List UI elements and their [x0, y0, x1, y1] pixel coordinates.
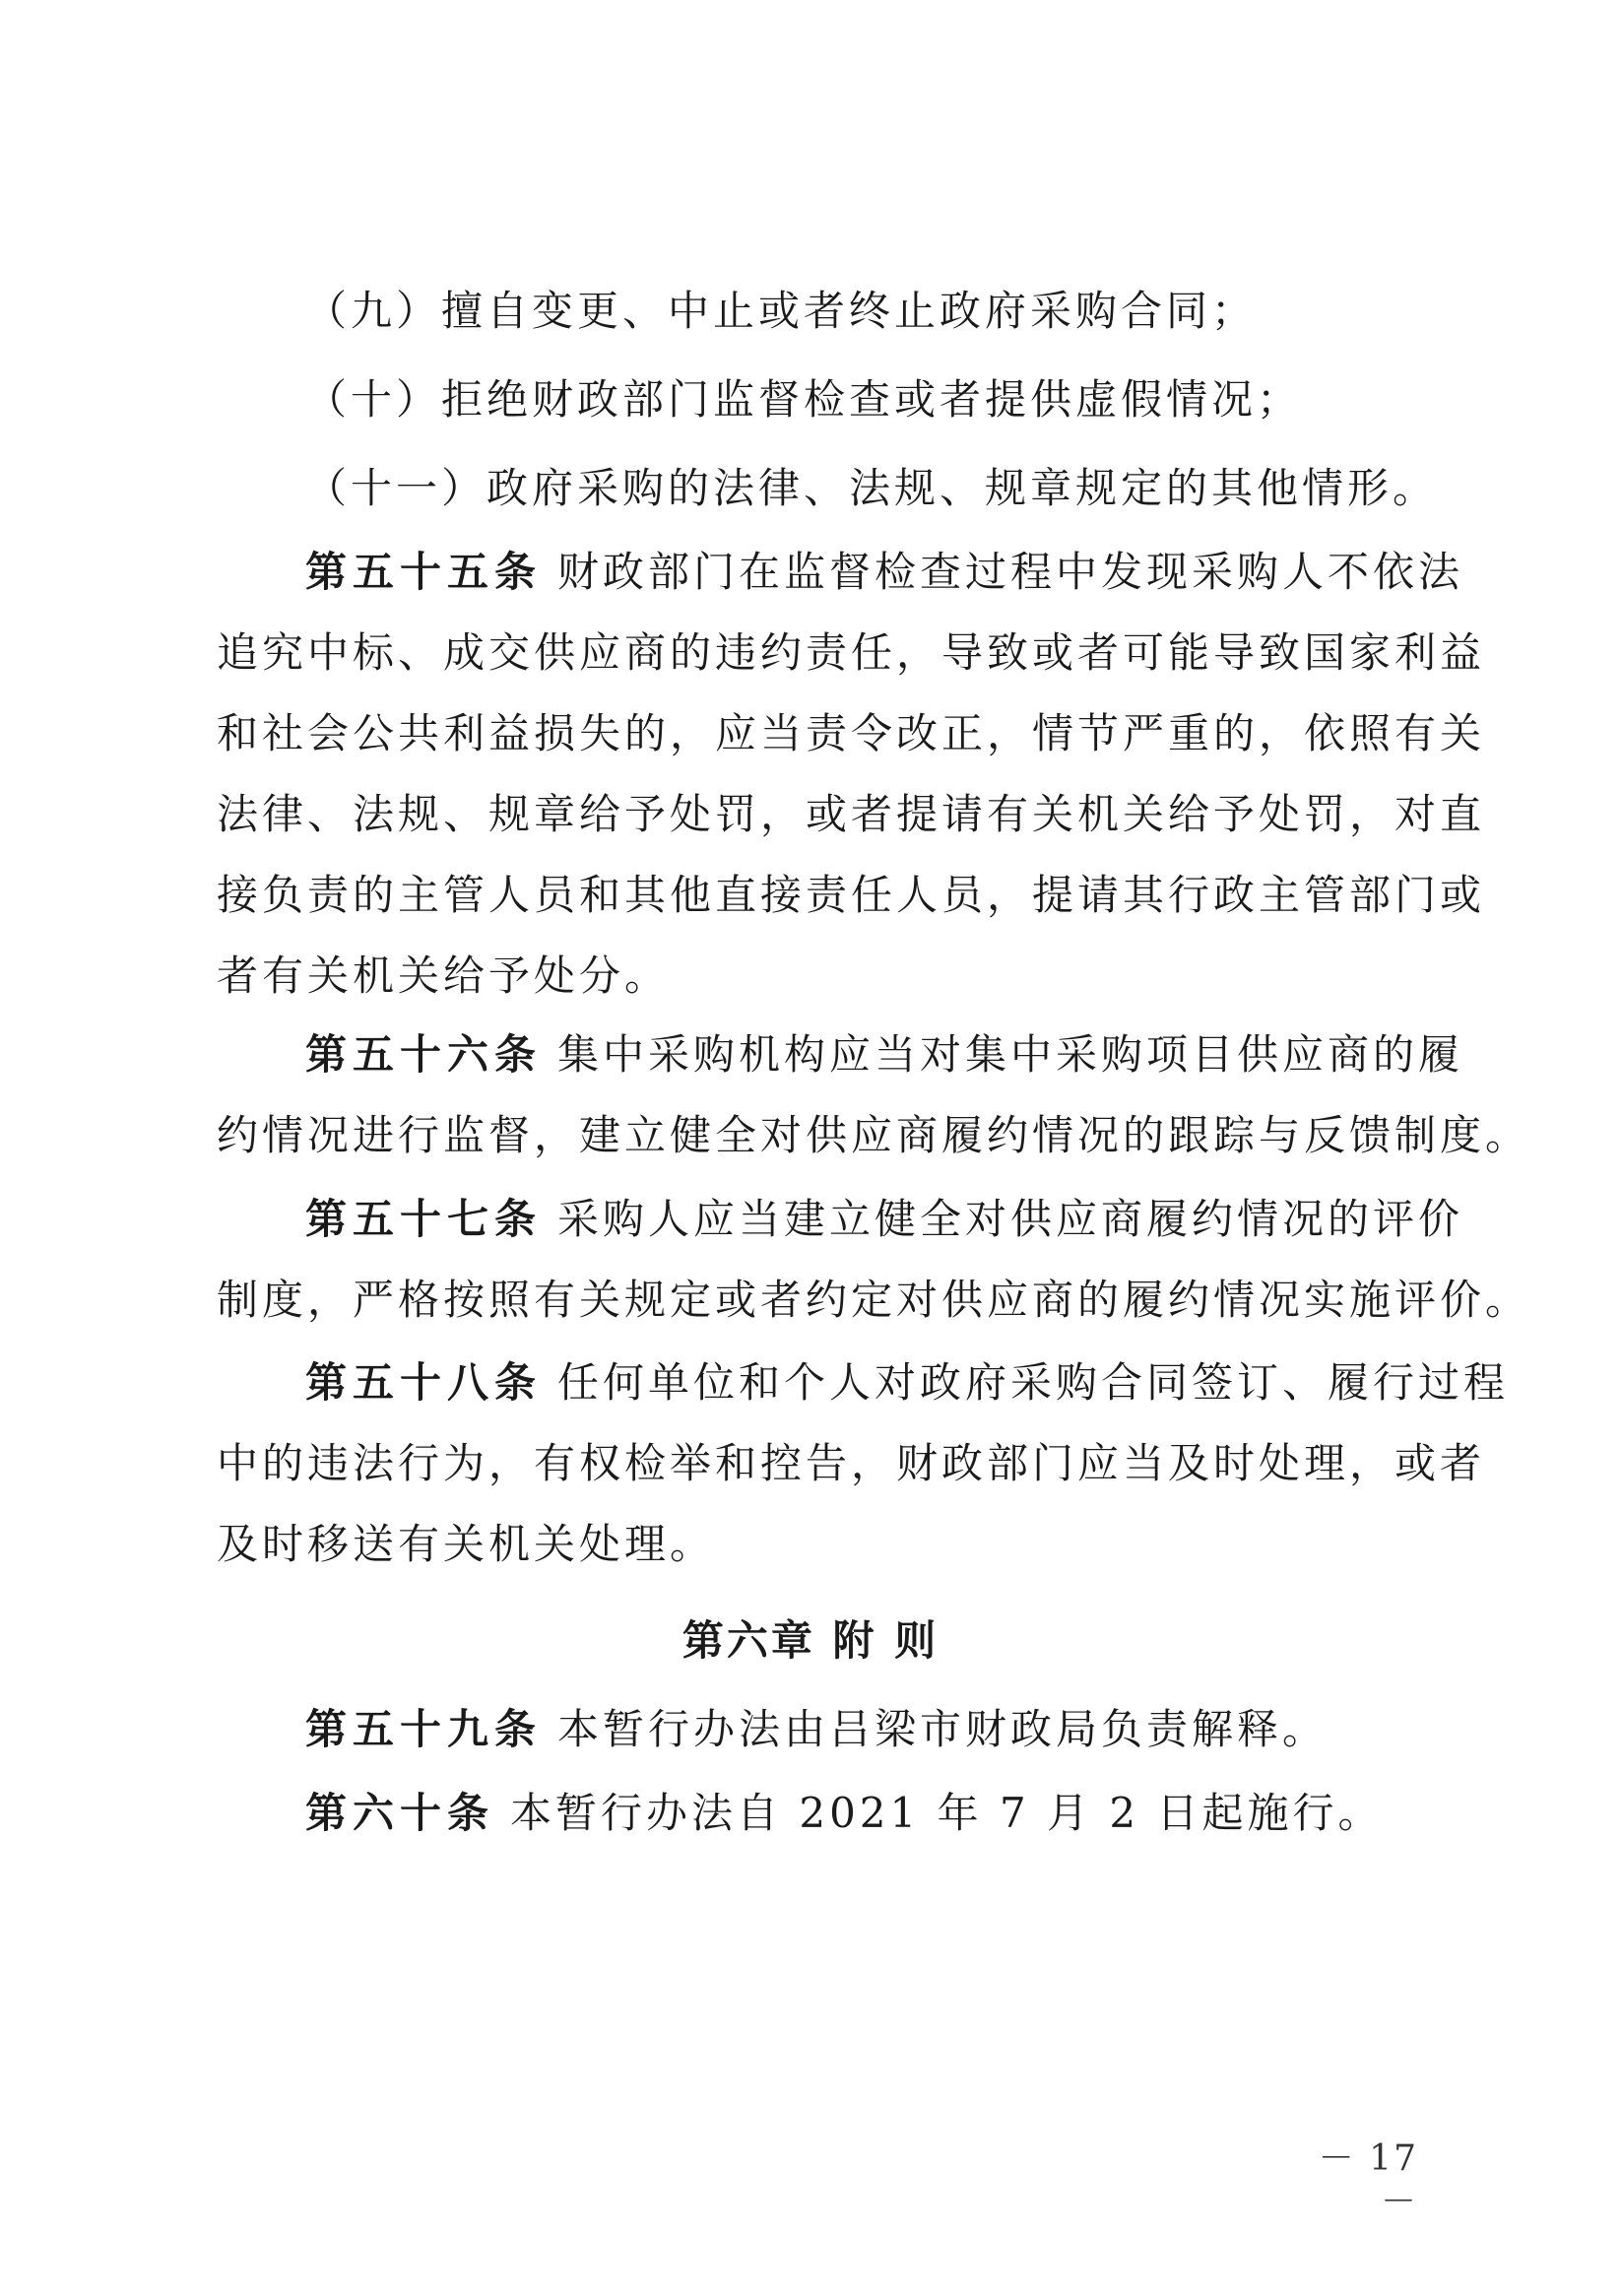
article-60-text: 本暂行办法自 2021 年 7 月 2 日起施行。 [510, 1789, 1384, 1837]
article-58-title: 第五十八条 [305, 1358, 543, 1407]
article-58-line: 中的违法行为，有权检举和控告，财政部门应当及时处理，或者 [217, 1439, 1486, 1487]
clause-item-10: （十）拒绝财政部门监督检查或者提供虚假情况； [305, 375, 1303, 424]
article-56-text: 集中采购机构应当对集中采购项目供应商的履 [557, 1030, 1464, 1079]
article-57-text: 采购人应当建立健全对供应商履约情况的评价 [557, 1195, 1464, 1243]
article-58-first-line [305, 1357, 1510, 1409]
clause-item-9: （九）擅自变更、中止或者终止政府采购合同； [305, 287, 1258, 335]
article-57-line: 制度，严格按照有关规定或者约定对供应商的履约情况实施评价。 [217, 1276, 1531, 1324]
article-59-text: 本暂行办法由吕梁市财政局负责解释。 [557, 1705, 1329, 1753]
article-59-title: 第五十九条 [305, 1705, 543, 1753]
article-55-line: 和社会公共利益损失的，应当责令改正，情节严重的，依照有关 [217, 709, 1486, 757]
clause-item-11: （十一）政府采购的法律、法规、规章规定的其他情形。 [305, 464, 1439, 512]
article-56-title: 第五十六条 [305, 1030, 543, 1079]
article-55-title: 第五十五条 [305, 548, 543, 596]
chapter-heading: 第六章 附 则 [681, 1616, 940, 1665]
article-55-line: 接负责的主管人员和其他直接责任人员，提请其行政主管部门或 [217, 871, 1486, 919]
article-57-title: 第五十七条 [305, 1195, 543, 1243]
article-56-first-line [305, 1029, 1464, 1081]
article-55-line: 追究中标、成交供应商的违约责任，导致或者可能导致国家利益 [217, 628, 1486, 677]
page-number: － 17 － [1318, 2138, 1418, 2222]
article-55-line: 者有关机关给予处分。 [217, 951, 671, 1000]
article-60-title: 第六十条 [305, 1789, 495, 1837]
article-59-line [305, 1704, 1408, 1755]
article-57-first-line [305, 1194, 1464, 1245]
article-58-text: 任何单位和个人对政府采购合同签订、履行过程 [557, 1358, 1510, 1407]
article-60-line [305, 1788, 1408, 1839]
article-56-line: 约情况进行监督，建立健全对供应商履约情况的跟踪与反馈制度。 [217, 1111, 1531, 1159]
article-58-line: 及时移送有关机关处理。 [217, 1520, 716, 1568]
article-55-text: 财政部门在监督检查过程中发现采购人不依法 [557, 548, 1464, 596]
article-55-line: 法律、法规、规章给予处罚，或者提请有关机关给予处罚，对直 [217, 790, 1486, 838]
article-55-first-line [305, 547, 1464, 598]
